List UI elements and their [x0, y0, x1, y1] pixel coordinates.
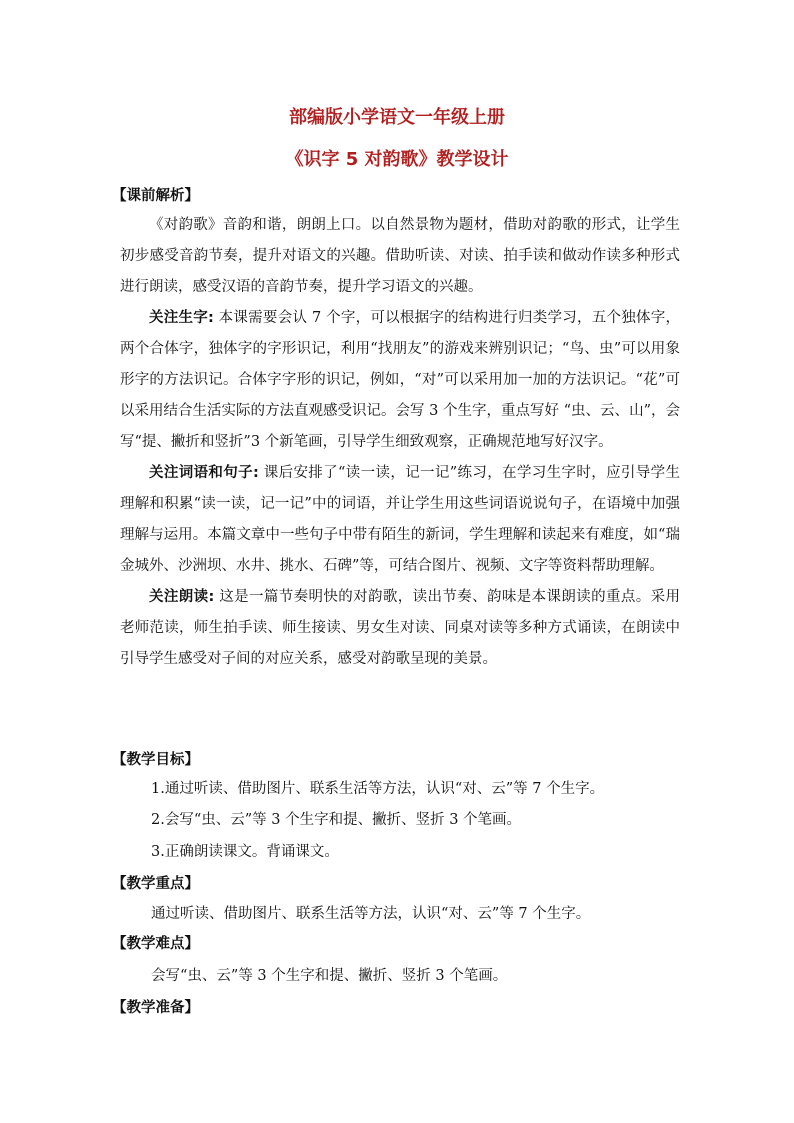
paragraph-text: 课后安排了“读一读，记一记”练习，在学习生字时，应引导学生理解和积累“读一读，记一记”中的词语，并让学生用这些词语说说句子，在语境中加强理解与运用。本篇文章中一些句子中带有陌生的新词，学生理解和读起来有难度，如“瑞金城外、沙洲坝、水井、挑水、石碑”等，可结合图片、视频、文字等资料帮助理解。 [120, 465, 680, 574]
objective-item: 1.通过听读、借助图片、联系生活等方法，认识“对、云”等 7 个生字。 [151, 781, 605, 797]
section-heading-objectives: 【教学目标】 [112, 752, 199, 768]
analysis-body [120, 210, 680, 675]
objective-item: 2.会写“虫、云”等 3 个生字和提、撇折、竖折 3 个笔画。 [151, 812, 522, 828]
paragraph-label: 关注词语和句子: [149, 465, 259, 481]
document-title-line-1: 部编版小学语文一年级上册 [289, 107, 505, 128]
paragraph-new-characters [120, 303, 680, 458]
section-heading-difficulties: 【教学难点】 [112, 936, 199, 952]
difficulties-text: 会写“虫、云”等 3 个生字和提、撇折、竖折 3 个笔画。 [151, 968, 508, 984]
paragraph-label: 关注朗读: [149, 589, 215, 605]
paragraph-reading-aloud [120, 582, 680, 675]
paragraph-words-sentences [120, 458, 680, 582]
document-title-line-2: 《识字 5 对韵歌》教学设计 [285, 149, 509, 170]
paragraph-label: 关注生字: [149, 310, 214, 326]
analysis-intro-paragraph: 《对韵歌》音韵和谐，朗朗上口。以自然景物为题材，借助对韵歌的形式，让学生初步感受音韵节奏，提升对语文的兴趣。借助听读、对读、拍手读和做动作读多种形式进行朗读，感受汉语的音韵节奏，提升学习语文的兴趣。 [120, 217, 680, 295]
section-heading-preparation: 【教学准备】 [112, 1000, 199, 1016]
objective-item: 3.正确朗读课文。背诵课文。 [151, 844, 339, 860]
section-heading-key-points: 【教学重点】 [112, 876, 199, 892]
key-points-text: 通过听读、借助图片、联系生活等方法，认识“对、云”等 7 个生字。 [151, 906, 591, 922]
paragraph-text: 这是一篇节奏明快的对韵歌，读出节奏、韵味是本课朗读的重点。采用老师范读，师生拍手读、师生接读、男女生对读、同桌对读等多种方式诵读，在朗读中引导学生感受对子间的对应关系，感受对韵歌呈现的美景。 [120, 589, 680, 667]
paragraph-text: 本课需要会认 7 个字，可以根据字的结构进行归类学习，五个独体字，两个合体字，独体字的字形识记，利用“找朋友”的游戏来辨别识记；“鸟、虫”可以用象形字的方法识记。合体字字形的识记，例如，“对”可以采用加一加的方法识记。“花”可以采用结合生活实际的方法直观感受识记。会写 3 个生字，重点写好 “虫、云、山”，会写“提、撇折和竖折”3 个新笔画，引导学生细致观察，正确规范地写好汉字。 [120, 310, 680, 450]
section-heading-analysis: 【课前解析】 [112, 188, 199, 204]
